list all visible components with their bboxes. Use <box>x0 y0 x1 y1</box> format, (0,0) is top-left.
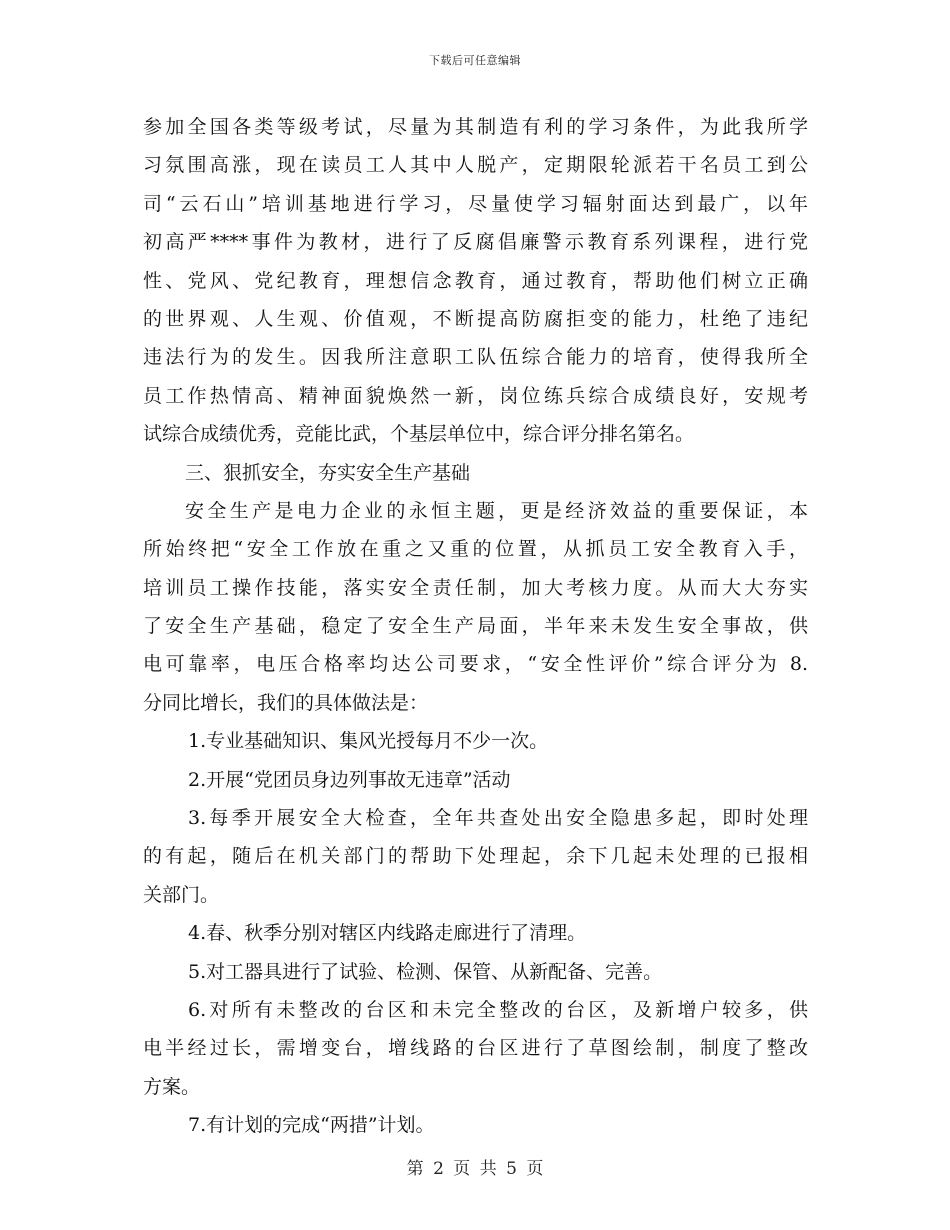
text-line: 培训员工操作技能，落实安全责任制，加大考核力度。从而大大夯实 <box>143 576 808 599</box>
list-item: 1.专业基础知识、集风光授每月不少一次。 <box>188 730 549 753</box>
list-item: 5.对工器具进行了试验、检测、保管、从新配备、完善。 <box>188 960 663 983</box>
section-heading: 三、狠抓安全，夯实安全生产基础 <box>185 461 471 484</box>
text-line: 员工作热情高、精神面貌焕然一新，岗位练兵综合成绩良好，安规考 <box>143 384 808 407</box>
text-line: 的有起，随后在机关部门的帮助下处理起，余下几起未处理的已报相 <box>143 845 808 868</box>
page-footer: 第 2 页 共 5 页 <box>406 1159 544 1179</box>
text-line: 初高严****事件为教材，进行了反腐倡廉警示教育系列课程，进行党 <box>143 231 808 254</box>
list-item: 4.春、秋季分别对辖区内线路走廊进行了清理。 <box>188 922 587 945</box>
text-line: 关部门。 <box>143 883 220 906</box>
list-item: 7.有计划的完成“两措”计划。 <box>188 1114 435 1137</box>
list-item: 6.对所有未整改的台区和未完全整改的台区，及新增户较多，供 <box>188 998 808 1021</box>
text-line: 司“云石山”培训基地进行学习，尽量使学习辐射面达到最广，以年 <box>143 192 808 215</box>
text-line: 了安全生产基础，稳定了安全生产局面，半年来未发生安全事故，供 <box>143 615 808 638</box>
text-line: 试综合成绩优秀，竞能比武，个基层单位中，综合评分排名第名。 <box>143 423 695 446</box>
page-header: 下载后可任意编辑 <box>429 54 521 67</box>
list-item: 2.开展“党团员身边列事故无违章”活动 <box>188 768 511 791</box>
text-line: 的世界观、人生观、价值观，不断提高防腐拒变的能力，杜绝了违纪 <box>143 307 808 330</box>
text-line: 违法行为的发生。因我所注意职工队伍综合能力的培育，使得我所全 <box>143 346 808 369</box>
text-line: 性、党风、党纪教育，理想信念教育，通过教育，帮助他们树立正确 <box>143 269 808 292</box>
text-line: 电半经过长，需增变台，增线路的台区进行了草图绘制，制度了整改 <box>143 1037 808 1060</box>
text-line: 分同比增长，我们的具体做法是： <box>143 691 429 714</box>
list-item: 3.每季开展安全大检查，全年共查处出安全隐患多起，即时处理 <box>188 807 808 830</box>
text-line: 方案。 <box>143 1075 201 1098</box>
text-line: 习氛围高涨，现在读员工人其中人脱产，定期限轮派若干名员工到公 <box>143 154 808 177</box>
text-line: 电可靠率，电压合格率均达公司要求，“安全性评价”综合评分为 8. <box>143 653 808 676</box>
text-line: 安全生产是电力企业的永恒主题，更是经济效益的重要保证，本 <box>185 499 808 522</box>
text-line: 所始终把“安全工作放在重之又重的位置，从抓员工安全教育入手， <box>143 538 808 561</box>
body-text <box>143 108 808 1145</box>
text-line: 参加全国各类等级考试，尽量为其制造有利的学习条件，为此我所学 <box>143 116 808 138</box>
